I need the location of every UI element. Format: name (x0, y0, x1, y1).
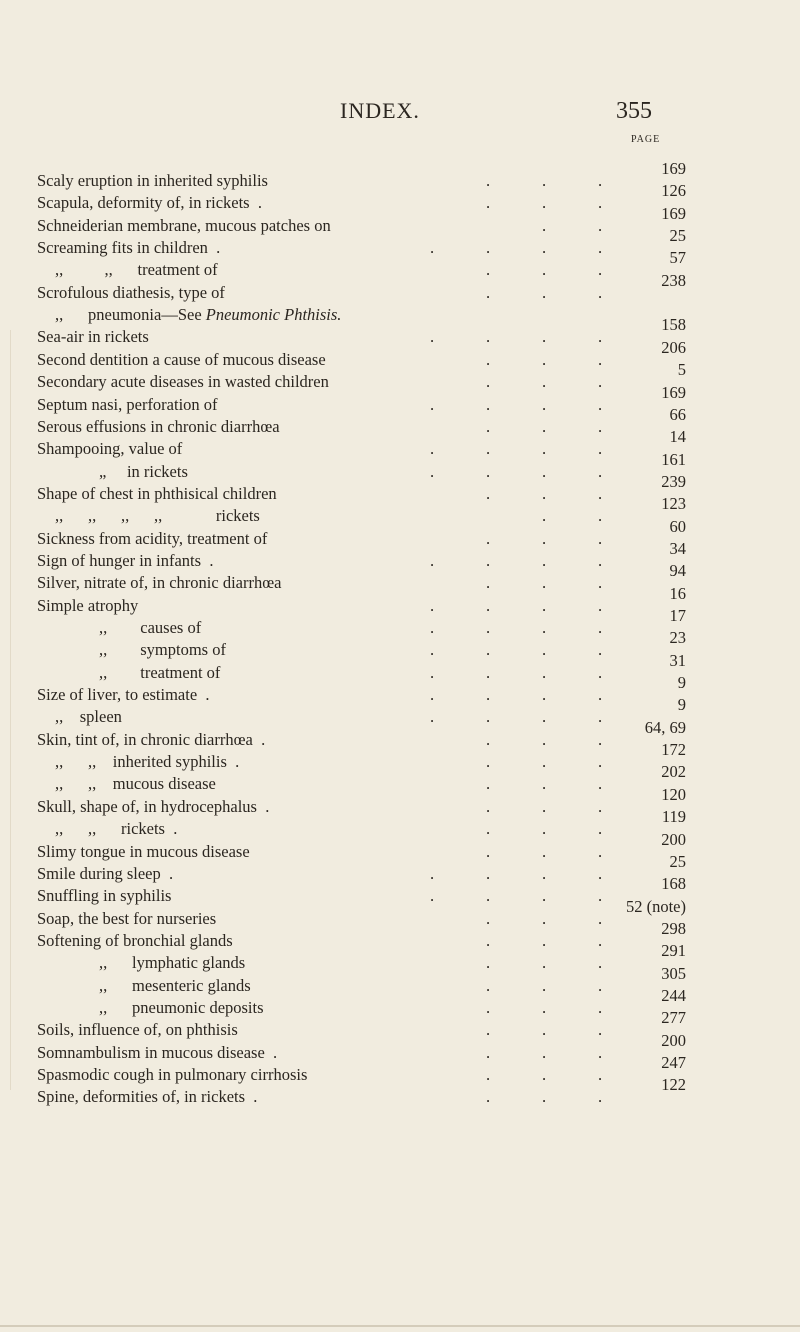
index-page-ref: 122 (661, 1075, 686, 1095)
leader-dot: . (486, 1065, 491, 1084)
leader-dot: . (486, 997, 491, 1017)
leader-dot: . (598, 953, 603, 973)
leader-dot: . (598, 908, 603, 928)
leader-dot: . (430, 886, 435, 906)
leader-dot: . (430, 618, 435, 637)
leader-dot: . (486, 841, 491, 861)
leader-dot: . (486, 975, 491, 995)
leader-dot: . (486, 260, 491, 280)
leader-dot: . (542, 774, 547, 794)
index-page-ref: 202 (661, 762, 686, 782)
index-term: Skin, tint of, in chronic diarrhœa . (37, 729, 266, 749)
leader-dot: . (598, 171, 603, 190)
leader-dot: . (598, 372, 603, 392)
leader-dot: . (542, 573, 547, 593)
leader-dot: . (598, 550, 603, 570)
leader-dot: . (542, 528, 547, 548)
leader-dot: . (486, 1042, 491, 1062)
index-page-ref: 16 (669, 583, 686, 603)
page-bottom-edge (0, 1325, 800, 1327)
leader-dot: . (430, 707, 435, 727)
index-term: ,, mesenteric glands (99, 975, 251, 995)
index-page-ref: 66 (669, 404, 686, 424)
index-term: Soils, influence of, on phthisis (37, 1020, 238, 1040)
leader-dot: . (542, 908, 547, 928)
index-term: Softening of bronchial glands (37, 930, 233, 950)
leader-dot: . (598, 707, 603, 727)
leader-dot: . (430, 461, 435, 481)
leader-dot: . (542, 975, 547, 995)
leader-dot: . (598, 819, 603, 839)
leader-dot: . (430, 662, 435, 682)
index-page-ref: 9 (677, 695, 686, 715)
leader-dot: . (598, 483, 603, 503)
leader-dot: . (542, 349, 547, 369)
leader-dot: . (598, 975, 603, 995)
leader-dot: . (542, 595, 547, 615)
leader-dot: . (542, 707, 547, 727)
leader-dot: . (542, 886, 547, 906)
leader-dot: . (542, 685, 547, 705)
index-term: ,, symptoms of (99, 640, 226, 660)
leader-dot: . (542, 394, 547, 414)
index-term: Simple atrophy (37, 595, 139, 615)
index-term: Second dentition a cause of mucous disease (37, 349, 326, 369)
index-term: Schneiderian membrane, mucous patches on (37, 215, 331, 235)
leader-dot: . (598, 327, 603, 347)
leader-dot: . (486, 752, 491, 772)
index-page-ref: 206 (661, 337, 686, 357)
page-title: INDEX. (340, 98, 420, 123)
index-term: Serous effusions in chronic diarrhœa (37, 416, 280, 436)
leader-dot: . (486, 662, 491, 682)
leader-dot: . (598, 640, 603, 660)
index-page-ref: 5 (677, 360, 686, 380)
leader-dot: . (542, 930, 547, 950)
leader-dot: . (542, 215, 547, 235)
leader-dot: . (598, 260, 603, 280)
index-page-ref: 168 (661, 874, 686, 894)
index-page-ref: 200 (661, 829, 686, 849)
index-page-ref: 64, 69 (644, 717, 686, 737)
leader-dot: . (542, 550, 547, 570)
leader-dot: . (598, 662, 603, 682)
index-term: Sickness from acidity, treatment of (37, 528, 268, 548)
index-term: ,, ,, mucous disease (55, 774, 216, 794)
index-entry (0, 1075, 800, 1108)
index-term: ,, ,, ,, ,, rickets (55, 506, 260, 526)
leader-dot: . (486, 886, 491, 906)
leader-dot: . (598, 349, 603, 369)
index-page-ref: 169 (661, 203, 686, 223)
leader-dot: . (486, 707, 491, 727)
leader-dot: . (486, 953, 491, 973)
leader-dot: . (598, 416, 603, 436)
index-page-ref: 126 (661, 181, 686, 201)
page-number: 355 (616, 98, 652, 124)
index-term: Size of liver, to estimate . (37, 685, 210, 705)
leader-dot: . (486, 774, 491, 794)
leader-dot: . (542, 662, 547, 682)
leader-dot: . (486, 573, 491, 593)
index-term: Slimy tongue in mucous disease (37, 841, 250, 861)
index-term: „ in rickets (99, 461, 188, 481)
leader-dot: . (542, 841, 547, 861)
leader-dot: . (598, 573, 603, 593)
page-edge-shadow (10, 330, 11, 1090)
index-page-ref: 60 (669, 516, 686, 536)
leader-dot: . (542, 193, 547, 213)
leader-dot: . (598, 618, 603, 637)
leader-dot: . (542, 372, 547, 392)
index-page-ref: 57 (669, 248, 686, 268)
index-term: ,, spleen (55, 707, 122, 727)
index-page-ref: 169 (661, 159, 686, 178)
leader-dot: . (430, 394, 435, 414)
leader-dot: . (486, 1087, 491, 1107)
index-page-ref: 34 (669, 538, 686, 558)
index-term: ,, ,, inherited syphilis . (55, 752, 240, 772)
leader-dot: . (598, 930, 603, 950)
leader-dot: . (486, 238, 491, 258)
index-term: Snuffling in syphilis (37, 886, 172, 906)
leader-dot: . (598, 841, 603, 861)
leader-dot: . (542, 238, 547, 258)
index-term: Soap, the best for nurseries (37, 908, 217, 928)
leader-dot: . (486, 863, 491, 883)
leader-dot: . (486, 930, 491, 950)
leader-dot: . (486, 372, 491, 392)
index-page-ref: 305 (661, 963, 686, 983)
leader-dot: . (598, 1042, 603, 1062)
leader-dot: . (598, 1020, 603, 1040)
index-page-ref: 94 (669, 561, 686, 581)
running-head (0, 98, 800, 128)
leader-dot: . (486, 618, 491, 637)
leader-dot: . (542, 506, 547, 526)
leader-dot: . (430, 439, 435, 459)
leader-dot: . (598, 752, 603, 772)
leader-dot: . (598, 729, 603, 749)
index-term: ,, pneumonic deposits (99, 997, 264, 1017)
leader-dot: . (598, 439, 603, 459)
leader-dot: . (598, 528, 603, 548)
leader-dot: . (486, 193, 491, 213)
leader-dot: . (486, 908, 491, 928)
leader-dot: . (486, 394, 491, 414)
index-page-ref: 120 (661, 784, 686, 804)
index-term: Silver, nitrate of, in chronic diarrhœa (37, 573, 282, 593)
leader-dot: . (430, 327, 435, 347)
leader-dot: . (542, 260, 547, 280)
leader-dot: . (486, 416, 491, 436)
leader-dot: . (598, 1065, 603, 1084)
index-page-ref: 23 (669, 628, 686, 648)
leader-dot: . (430, 640, 435, 660)
index-page-ref: 244 (661, 985, 686, 1005)
leader-dot: . (542, 1020, 547, 1040)
leader-dot: . (542, 461, 547, 481)
index-page-ref: 25 (669, 226, 686, 246)
index-term: ,, ,, rickets . (55, 819, 178, 839)
index-page-ref: 238 (661, 270, 686, 290)
index-page-ref: 161 (661, 449, 686, 469)
leader-dot: . (486, 595, 491, 615)
leader-dot: . (542, 483, 547, 503)
index-term: Septum nasi, perforation of (37, 394, 218, 414)
index-page-ref: 31 (669, 650, 686, 670)
index-term: Spasmodic cough in pulmonary cirrhosis (37, 1065, 308, 1084)
leader-dot: . (542, 1087, 547, 1107)
index-term: Smile during sleep . (37, 863, 174, 883)
leader-dot: . (486, 349, 491, 369)
leader-dot: . (486, 550, 491, 570)
leader-dot: . (542, 282, 547, 302)
index-term: ,, ,, treatment of (55, 260, 218, 280)
index-page-ref: 291 (661, 941, 686, 961)
index-page-ref: 298 (661, 918, 686, 938)
leader-dot: . (598, 394, 603, 414)
leader-dot: . (542, 327, 547, 347)
index-page-ref: 158 (661, 315, 686, 335)
leader-dot: . (598, 238, 603, 258)
index-term-group (55, 304, 341, 326)
leader-dot: . (598, 886, 603, 906)
leader-dot: . (542, 1042, 547, 1062)
index-term: ,, lymphatic glands (99, 953, 246, 973)
leader-dot: . (430, 595, 435, 615)
leader-dot: . (486, 819, 491, 839)
index-page-ref: 123 (661, 494, 686, 514)
leader-dot: . (598, 685, 603, 705)
page-column-label: PAGE (631, 134, 661, 145)
index-term: ,, treatment of (99, 662, 221, 682)
leader-dot: . (486, 439, 491, 459)
index-page-ref: 239 (661, 471, 686, 491)
index-term: Sign of hunger in infants . (37, 550, 214, 570)
leader-dot: . (598, 796, 603, 816)
leader-dot: . (430, 238, 435, 258)
index-page-ref: 25 (669, 851, 686, 871)
index-term: Sea-air in rickets (37, 327, 149, 347)
index-term: Shape of chest in phthisical children (37, 483, 277, 503)
leader-dot: . (486, 327, 491, 347)
index-page-ref: 200 (661, 1030, 686, 1050)
leader-dot: . (598, 215, 603, 235)
index-term: Secondary acute diseases in wasted children (37, 372, 329, 392)
leader-dot: . (486, 640, 491, 660)
leader-dot: . (542, 752, 547, 772)
index-page-ref: 172 (661, 740, 686, 760)
index-page-ref: 247 (661, 1053, 686, 1072)
index-term: Screaming fits in children . (37, 238, 221, 258)
index-term: Spine, deformities of, in rickets . (37, 1087, 258, 1107)
leader-dot: . (486, 1020, 491, 1040)
leader-dot: . (542, 796, 547, 816)
leader-dot: . (542, 863, 547, 883)
index-page-ref: 17 (669, 606, 686, 625)
leader-dot: . (542, 997, 547, 1017)
leader-dot: . (598, 997, 603, 1017)
index-page-ref: 277 (661, 1008, 686, 1028)
index-term: Scrofulous diathesis, type of (37, 282, 225, 302)
leader-dot: . (542, 953, 547, 973)
index-term: Somnambulism in mucous disease . (37, 1042, 278, 1062)
index-page-ref: 14 (669, 427, 686, 447)
index-page-ref: 9 (677, 673, 686, 693)
leader-dot: . (598, 774, 603, 794)
leader-dot: . (486, 796, 491, 816)
leader-dot: . (598, 1087, 603, 1107)
leader-dot: . (430, 863, 435, 883)
index-page-ref: 119 (661, 807, 686, 827)
index-term: ,, causes of (99, 618, 202, 637)
leader-dot: . (542, 618, 547, 637)
leader-dot: . (542, 416, 547, 436)
leader-dot: . (598, 595, 603, 615)
leader-dot: . (598, 506, 603, 526)
leader-dot: . (486, 171, 491, 190)
leader-dot: . (486, 461, 491, 481)
index-page-ref: 169 (661, 382, 686, 402)
index-cross-reference: Pneumonic Phthisis. (205, 305, 342, 325)
leader-dot: . (542, 640, 547, 660)
leader-dot: . (542, 439, 547, 459)
index-page-ref: 52 (note) (625, 896, 686, 916)
leader-dot: . (430, 550, 435, 570)
leader-dot: . (542, 819, 547, 839)
index-term: Scapula, deformity of, in rickets . (37, 193, 262, 213)
leader-dot: . (486, 685, 491, 705)
leader-dot: . (542, 1065, 547, 1084)
index-term: Scaly eruption in inherited syphilis (37, 171, 268, 190)
leader-dot: . (486, 729, 491, 749)
leader-dot: . (430, 685, 435, 705)
leader-dot: . (598, 461, 603, 481)
index-term: Shampooing, value of (37, 439, 183, 459)
index-term: Skull, shape of, in hydrocephalus . (37, 796, 270, 816)
index-term: ,, pneumonia—See (55, 305, 206, 325)
leader-dot: . (486, 282, 491, 302)
leader-dot: . (486, 483, 491, 503)
leader-dot: . (542, 729, 547, 749)
leader-dot: . (598, 193, 603, 213)
leader-dot: . (542, 171, 547, 190)
leader-dot: . (598, 282, 603, 302)
leader-dot: . (598, 863, 603, 883)
leader-dot: . (486, 528, 491, 548)
